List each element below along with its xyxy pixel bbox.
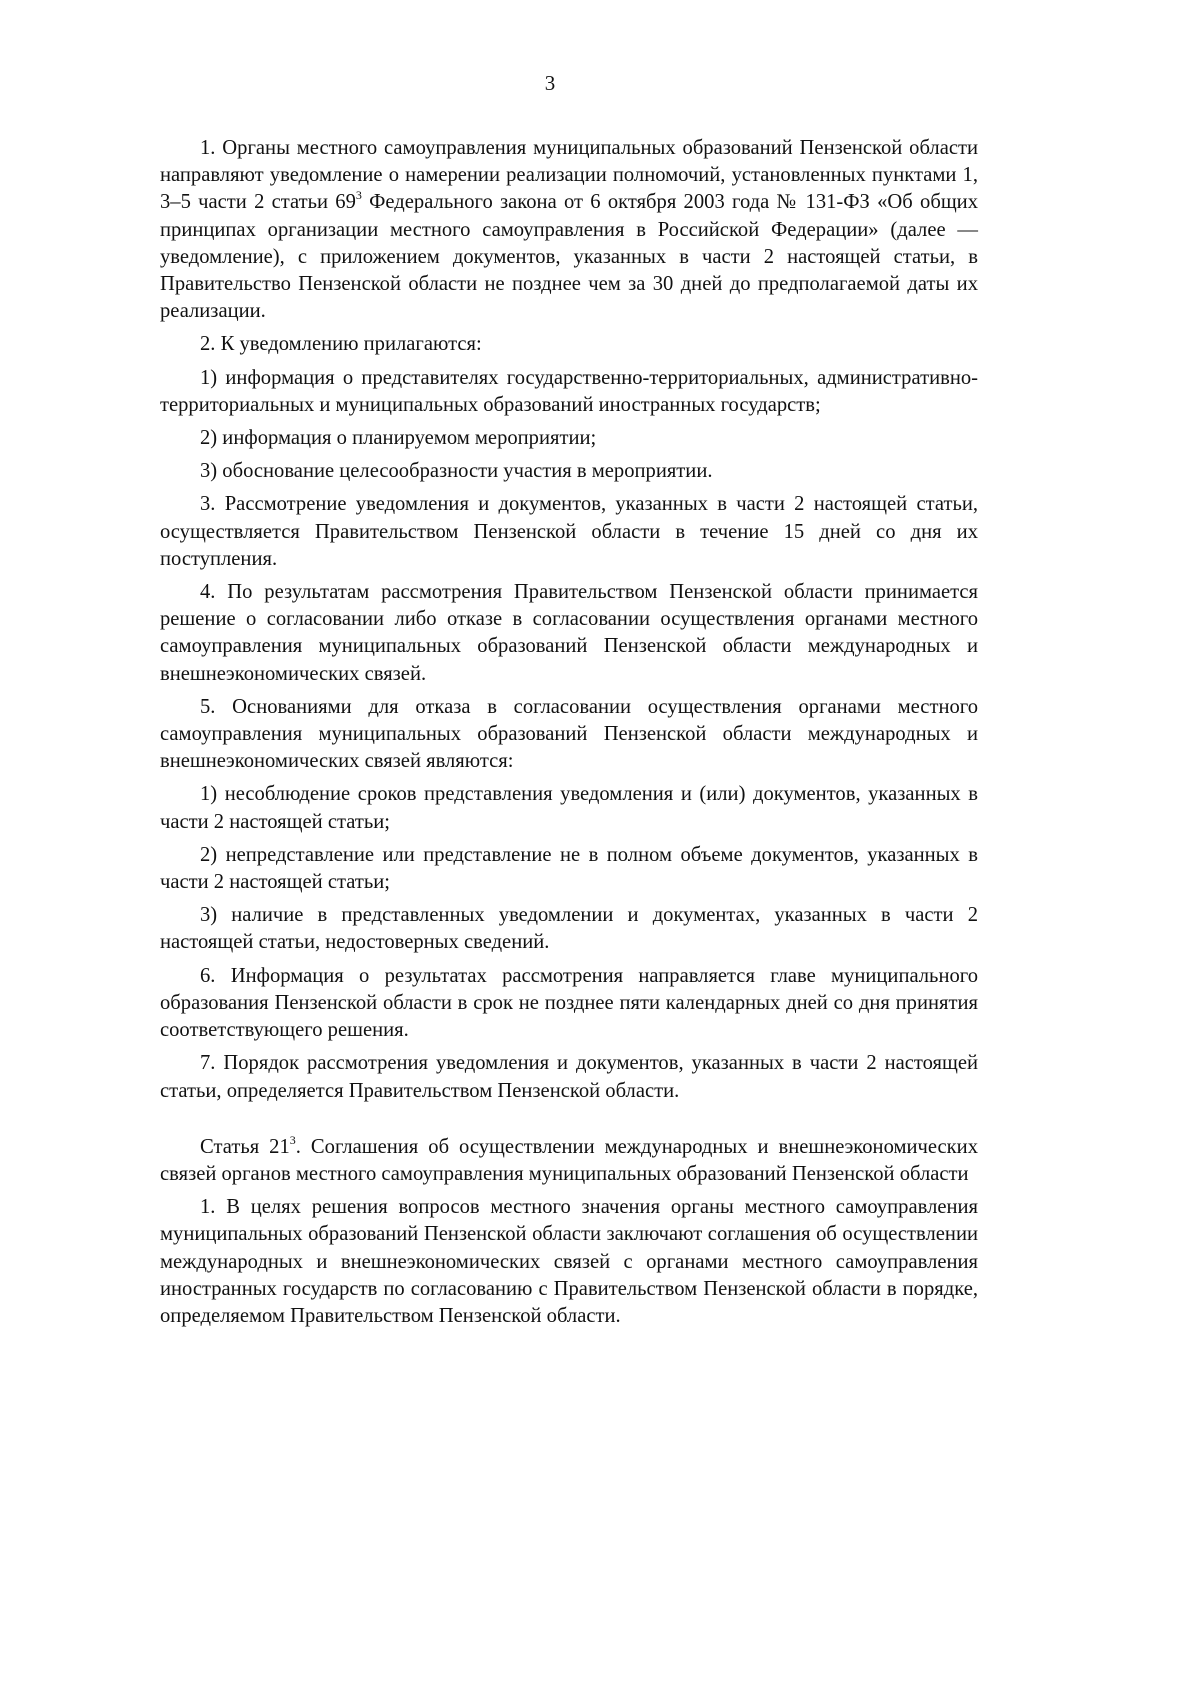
paragraph: 7. Порядок рассмотрения уведомления и документов, указанных в части 2 настоящей статьи, определяется Правительством Пензенской области. (160, 1052, 978, 1102)
paragraph: 1) несоблюдение сроков представления уведомления и (или) документов, указанных в части 2 настоящей статьи; (160, 783, 978, 833)
paragraph: 2) информация о планируемом мероприятии; (200, 427, 597, 450)
paragraph: 3) наличие в представленных уведомлении и документах, указанных в части 2 настоящей статьи, недостоверных сведений. (160, 904, 978, 954)
page-number: 3 (544, 71, 556, 95)
paragraph: 2. К уведомлению прилагаются: (200, 333, 482, 356)
superscript: 3 (355, 188, 362, 203)
paragraph: 4. По результатам рассмотрения Правительством Пензенской области принимается решение о согласовании либо отказе в согласовании осуществления органами местного самоуправления муниципальных образований Пензенской области международных и внешнеэкономических связей. (160, 581, 978, 685)
paragraph: 3. Рассмотрение уведомления и документов, указанных в части 2 настоящей статьи, осуществляется Правительством Пензенской области в течение 15 дней со дня их поступления. (160, 493, 978, 570)
paragraph: 3) обоснование целесообразности участия в мероприятии. (200, 460, 713, 483)
article-heading: Статья $21^3$. Соглашения об осуществлении международных и внешнеэкономических связей органов местного самоуправления муниципальных образований Пензенской области (160, 1132, 978, 1185)
paragraph: 5. Основаниями для отказа в согласовании осуществления органами местного самоуправления муниципальных образований Пензенской области международных и внешнеэкономических связей являются: (160, 695, 978, 773)
document-body (160, 135, 978, 1336)
paragraph: 1. В целях решения вопросов местного значения органы местного самоуправления муниципальных образований Пензенской области заключают соглашения об осуществлении международных и внешнеэкономических связей с органами местного самоуправления иностранных государств по согласованию с Правительством Пензенской области в порядке, определяемом Правительством Пензенской области. (160, 1196, 978, 1327)
paragraph: 1. Органы местного самоуправления муниципальных образований Пензенской области направляют уведомление о намерении реализации полномочий, установленных пунктами 1, 3–5 части 2 статьи $69^3$ Федерального закона от 6 октября 2003 года № 131-ФЗ «Об общих принципах организации местного самоуправления в Российской Федерации» (далее — уведомление), с приложением документов, указанных в части 2 настоящей статьи, в Правительство Пензенской области не позднее чем за 30 дней до предполагаемой даты их реализации. (160, 137, 978, 323)
paragraph: 2) непредставление или представление не в полном объеме документов, указанных в части 2 настоящей статьи; (160, 843, 978, 894)
paragraph: 6. Информация о результатах рассмотрения направляется главе муниципального образования Пензенской области в срок не позднее пяти календарных дней со дня принятия соответствующего решения. (160, 964, 978, 1042)
superscript: 3 (289, 1132, 296, 1147)
paragraph: 1) информация о представителях государственно-территориальных, административно-территориальных и муниципальных образований иностранных государств; (160, 366, 978, 416)
